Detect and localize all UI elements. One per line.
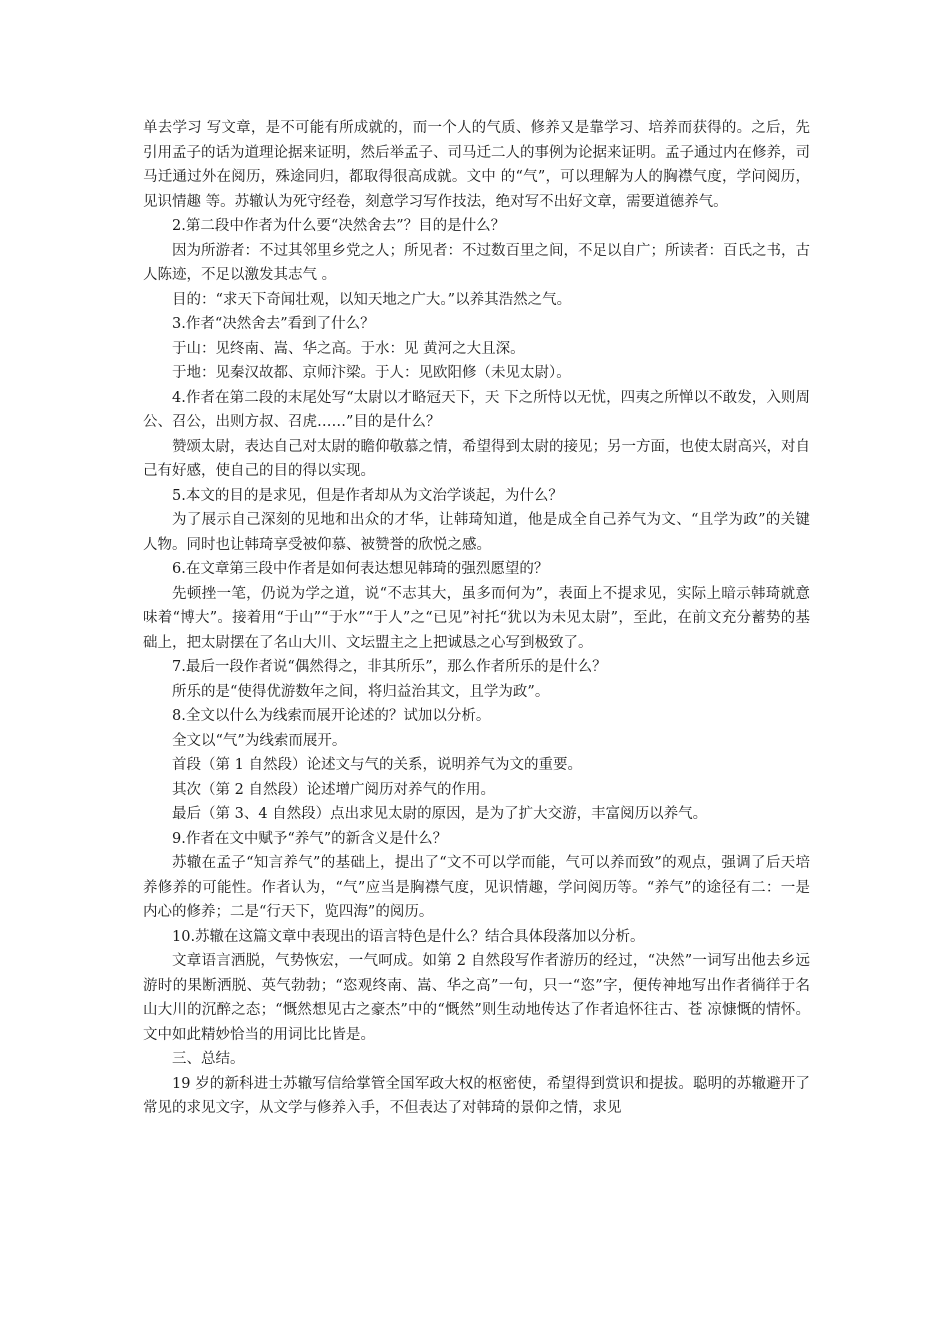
- paragraph: 单去学习 写文章，是不可能有所成就的，而一个人的气质、修养又是靠学习、培养而获得的。之后，先引用孟子的话为道理论据来证明，然后举孟子、司马迁二人的事例为论据来证明。孟子通过内在修养，司马迁通过外在阅历，殊途同归，都取得很高成就。文中 的“气”，可以理解为人的胸襟气度，学问阅历，见识情趣 等。苏辙认为死守经卷，刻意学习写作技法，绝对写不出好文章，需要道德养气。: [143, 120, 810, 210]
- question-6: 6.在文章第三段中作者是如何表达想见韩琦的强烈愿望的？: [172, 561, 549, 577]
- answer-paragraph: 目的：“求天下奇闻壮观，以知天地之广大。”以养其浩然之气。: [172, 291, 572, 308]
- document-page: [143, 116, 810, 1121]
- question-4: 4.作者在第二段的末尾处写“太尉以才略冠天下，天 下之所恃以无忧，四夷之所惮以不敢发，入则周公、召公，出则方叔、召虎……”目的是什么？: [143, 389, 810, 430]
- answer-paragraph: 首段（第 1 自然段）论述文与气的关系，说明养气为文的重要。: [172, 757, 582, 773]
- question-5: 5.本文的目的是求见，但是作者却从为文治学谈起，为什么？: [172, 487, 563, 504]
- answer-paragraph: 文章语言洒脱，气势恢宏，一气呵成。如第 2 自然段写作者游历的经过，“决然”一词写出他去乡远游时的果断洒脱、英气勃勃；“恣观终南、嵩、华之高”一句，只一“恣”字，便传神地写出作者徜徉于名山大川的沉醉之态；“慨然想见古之豪杰”中的“慨然”则生动地传达了作者追怀往古、苍 凉慷慨的情怀。文中如此精妙恰当的用词比比皆是。: [143, 953, 810, 1043]
- answer-paragraph: 因为所游者：不过其邻里乡党之人；所见者：不过数百里之间，不足以自广；所读者：百氏之书，古人陈迹，不足以激发其志气 。: [143, 242, 810, 283]
- question-8: 8.全文以什么为线索而展开论述的？试加以分析。: [172, 708, 491, 724]
- answer-paragraph: 全文以“气”为线索而展开。: [172, 732, 347, 749]
- answer-paragraph: 于山：见终南、嵩、华之高。于水：见 黄河之大且深。: [172, 340, 525, 357]
- question-3: 3.作者“决然舍去”看到了什么？: [172, 316, 375, 332]
- answer-paragraph: 为了展示自己深刻的见地和出众的才华，让韩琦知道，他是成全自己养气为文、“且学为政”的关键人物。同时也让韩琦享受被仰慕、被赞誉的欣悦之感。: [143, 512, 810, 553]
- answer-paragraph: 苏辙在孟子“知言养气”的基础上，提出了“文不可以学而能，气可以养而致”的观点，强调了后天培养修养的可能性。作者认为，“气”应当是胸襟气度，见识情趣，学问阅历等。“养气”的途径有二：一是内心的修养；二是“行天下，览四海”的阅历。: [143, 855, 810, 920]
- answer-paragraph: 最后（第 3、4 自然段）点出求见太尉的原因，是为了扩大交游，丰富阅历以养气。: [172, 806, 708, 822]
- question-2: 2.第二段中作者为什么要“决然舍去”？目的是什么？: [172, 218, 506, 234]
- question-10: 10.苏辙在这篇文章中表现出的语言特色是什么？结合具体段落加以分析。: [172, 928, 645, 945]
- answer-paragraph: 其次（第 2 自然段）论述增广阅历对养气的作用。: [172, 781, 495, 798]
- answer-paragraph: 于地：见秦汉故都、京师汴梁。于人：见欧阳修（未见太尉）。: [172, 365, 571, 381]
- answer-paragraph: 所乐的是“使得优游数年之间，将归益治其文，且学为政”。: [172, 683, 550, 700]
- question-7: 7.最后一段作者说“偶然得之，非其所乐”，那么作者所乐的是什么？: [172, 659, 607, 675]
- section-heading: 三、总结。: [172, 1051, 245, 1067]
- question-9: 9.作者在文中赋予“养气”的新含义是什么？: [172, 830, 448, 847]
- answer-paragraph: 赞颂太尉，表达自己对太尉的瞻仰敬慕之情，希望得到太尉的接见；另一方面，也使太尉高兴，对自己有好感，使自己的目的得以实现。: [143, 438, 810, 479]
- answer-paragraph: 先顿挫一笔，仍说为学之道，说“不志其大，虽多而何为”，表面上不提求见，实际上暗示韩琦就意味着“博大”。接着用“于山”“于水”“于人”之“已见”衬托“犹以为未见太尉”，至此，在前文充分蓄势的基础上，把太尉摆在了名山大川、文坛盟主之上把诚恳之心写到极致了。: [143, 585, 810, 651]
- summary-paragraph: 19 岁的新科进士苏辙写信给掌管全国军政大权的枢密使，希望得到赏识和提拔。聪明的苏辙避开了常见的求见文字，从文学与修养入手，不但表达了对韩琦的景仰之情，求见: [143, 1075, 810, 1116]
